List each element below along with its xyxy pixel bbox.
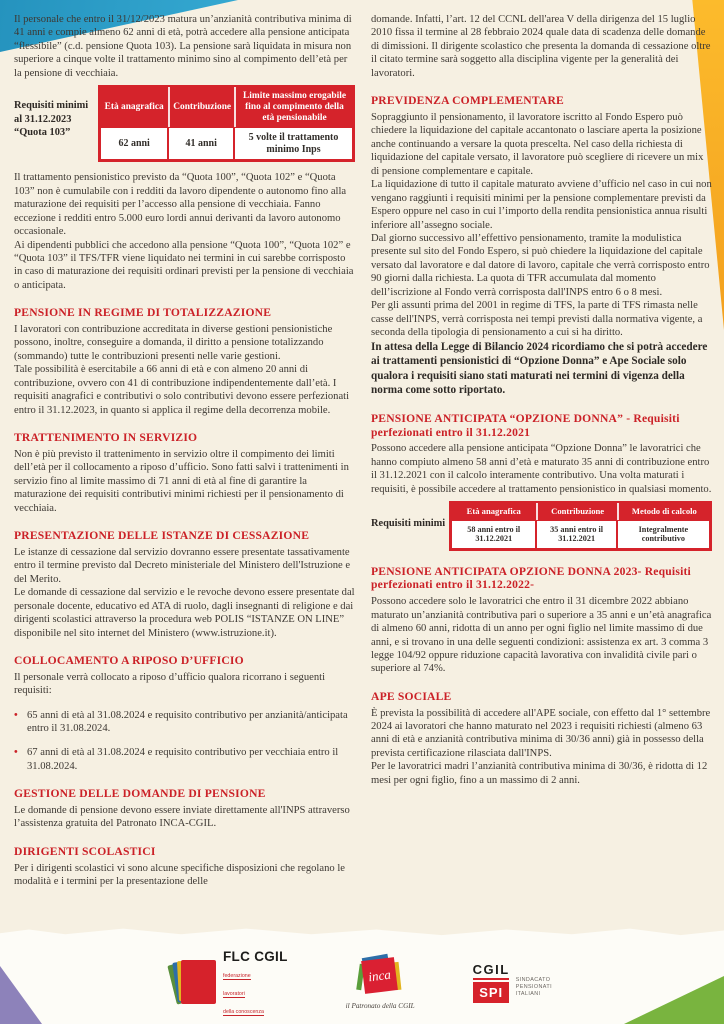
paragraph: Le domande di pensione devono essere inviate direttamente all'INPS attraverso l’assistenza gratuita del Patronato INCA-CGIL.: [14, 805, 350, 830]
section-heading-opzione-donna: PENSIONE ANTICIPATA “OPZIONE DONNA” - Requisiti perfezionati entro il 31.12.2021: [371, 411, 680, 439]
opzione-donna-table-label: Requisiti minimi: [371, 518, 446, 530]
section-heading-gestione-domande: GESTIONE DELLE DOMANDE DI PENSIONE: [14, 787, 266, 801]
spi-cgil-logo: [473, 963, 552, 1004]
paragraph: Le istanze di cessazione dal servizio dovranno essere presentate tassativamente entro il termine previsto dal Decreto ministeriale del Ministero dell'Istruzione e del Merito.: [14, 546, 351, 585]
section-heading-opzione-donna-2023: PENSIONE ANTICIPATA OPZIONE DONNA 2023- Requisiti perfezionati entro il 31.12.2022-: [371, 564, 691, 592]
paragraph: Possono accedere alla pensione anticipata “Opzione Donna” le lavoratrici che hanno compiuto almeno 58 anni d’età e maturato 35 anni di contribuzione entro il 31.12.2021 con il calcolo interamente contributivo. Una volta maturati i requisiti, è possibile accedere al trattamento pensionistico in qualsiasi momento.: [371, 443, 712, 495]
paragraph: Sopraggiunto il pensionamento, il lavoratore iscritto al Fondo Espero può chiedere la liquidazione del capitale accantonato o lasciare aperta la posizione anche continuando a versare la quota prescelta. Nel caso della richiesta di liquidazione del capitale versato, il lavoratore può scegliere di ricevere un mix di pensione complementare e capitale.: [371, 111, 704, 177]
paragraph: Tale possibilità è esercitabile a 66 anni di età e con almeno 20 anni di contribuzione, ovvero con 41 di contribuzione indipendentemente dall’età. I requisiti anagrafici e contributivi o solo contributivi devono essere perfezionati entro il 31.12.2023, in quanto si applica il regime della decorrenza mobile.: [14, 364, 350, 416]
paragraph: Possono accedere solo le lavoratrici che entro il 31 dicembre 2022 abbiano maturato un’anzianità contributiva pari o superiore a 35 anni e un’età anagrafica di almeno 60 anni, ridotta di un anno per ogni figlio nel limite massimo di due anni, e si trovano in una delle seguenti condizioni: assistenza ex art. 3 comma 3 legge 104/92 oppure riduzione capacità lavorativa con invalidità civile pari o superiore al 74%.: [371, 596, 712, 675]
bullet-item: [14, 709, 355, 736]
continuation-paragraph: domande. Infatti, l’art. 12 del CCNL dell'area V della dirigenza del 15 luglio 2010 fissa il termine al 28 febbraio 2024 quale data di scadenza delle domande di dimissioni. Il dirigente scolastico che presenta la domanda di cessazione oltre il citato termine sarà soggetto alla disciplina vigente per la generalità dei lavoratori.: [371, 14, 711, 79]
left-column: [14, 13, 355, 889]
intro-paragraph: Il personale che entro il 31/12/2023 matura un’anzianità contributiva minima di 41 anni e compie almeno 62 anni di età, potrà accedere alla pensione anticipata “flessibile” (c.d. pensione Quota 103). La pensione sarà liquidata in misura non superiore a cinque volte il trattamento minimo sino al compimento dell’età per la pensione di vecchiaia.: [14, 14, 352, 79]
table-cell: 5 volte il trattamento minimo Inps: [234, 127, 353, 160]
flc-subtitle-line: della conoscenza: [223, 1008, 264, 1015]
paragraph: Per le lavoratrici madri l’anzianità contributiva minima di 30/36, è ridotta di 12 mesi per ogni figlio, fino a un massimo di 2 anni.: [371, 761, 708, 786]
inca-logo: [346, 956, 415, 1010]
paragraph: Per i dirigenti scolastici vi sono alcune specifiche disposizioni che regolano le modalità e i termini per la presentazione delle: [14, 862, 345, 888]
section-heading-previdenza: PREVIDENZA COMPLEMENTARE: [371, 94, 564, 108]
table-cell: 41 anni: [168, 127, 234, 160]
flc-cgil-logo-name: FLC CGIL: [223, 948, 288, 964]
quota103-table-label: Requisiti minimi al 31.12.2023 “Quota 103”: [14, 100, 89, 139]
right-column: [371, 13, 712, 787]
spi-cgil-logo-icon: [473, 963, 510, 1004]
paragraph: Il trattamento pensionistico previsto da “Quota 100”, “Quota 102” e “Quota 103” non è cumulabile con i redditi da lavoro dipendente o autonomo fino alla maturazione dei requisiti per l’accesso alla pensione di vecchiaia. Fanno eccezione i redditi entro 5.000 euro lordi annui derivanti da lavoro autonomo occasionale.: [14, 172, 347, 238]
inca-logo-icon: [358, 956, 402, 998]
table-cell: Integralmente contributivo: [617, 520, 710, 549]
section-heading-trattenimento: TRATTENIMENTO IN SERVIZIO: [14, 431, 198, 445]
inca-logo-name: inca: [367, 966, 392, 984]
opzione-donna-table-header-row: [451, 503, 710, 520]
flc-subtitle-line: federazione: [223, 972, 251, 979]
bullet-text: 67 anni di età al 31.08.2024 e requisito contributivo per vecchiaia entro il 31.08.2024.: [27, 747, 339, 772]
paragraph: I lavoratori con contribuzione accreditata in diverse gestioni pensionistiche possono, inoltre, conseguire a domanda, il diritto a pensione totalizzando (sommando) tutte le contribuzioni presenti nelle varie gestioni.: [14, 324, 333, 362]
section-heading-totalizzazione: PENSIONE IN REGIME DI TOTALIZZAZIONE: [14, 306, 272, 320]
table-header-cell: Limite massimo erogabile fino al compimento della età pensionabile: [234, 87, 353, 127]
quota103-table-body-row: [100, 127, 353, 160]
table-header-cell: Contribuzione: [536, 503, 616, 520]
section-heading-collocamento: COLLOCAMENTO A RIPOSO D’UFFICIO: [14, 653, 244, 667]
spi-subtitle-line: SINDACATO: [515, 976, 551, 983]
bullet-marker: •: [14, 709, 18, 721]
paragraph: Il personale verrà collocato a riposo d’ufficio qualora ricorrano i seguenti requisiti:: [14, 671, 326, 697]
spi-box-wordmark: SPI: [473, 982, 509, 1003]
paragraph: Per gli assunti prima del 2001 in regime di TFS, la parte di TFS rimasta nelle casse dell'INPS, verrà corrisposta nei tempi previsti dalla normativa vigente, a seconda della tipologia di pensionamento a cui si ha diritto.: [371, 300, 703, 339]
bullet-text: 65 anni di età al 31.08.2024 e requisito contributivo per anzianità/anticipata entro il 31.08.2024.: [27, 709, 348, 734]
flc-cgil-logo: [172, 949, 288, 1018]
table-header-cell: Contribuzione: [168, 87, 234, 127]
bold-notice-paragraph: In attesa della Legge di Bilancio 2024 ricordiamo che si potrà accedere ai trattamenti pensionistici di “Opzione Donna” e Ape Sociale solo qualora i requisiti siano stati maturati nei termini di vigenza della norma come sotto riportato.: [371, 340, 708, 397]
quota103-table-block: [14, 85, 355, 162]
paragraph: Non è più previsto il trattenimento in servizio oltre il compimento dei limiti dell’età per il collocamento a riposo d’ufficio. Sono fatti salvi i trattenimenti in servizio fino al limite massimo di 71 anni di età al fine di garantire la maturazione dei requisiti contributivi minimi richiesti per il pensionamento di vecchiaia.: [14, 448, 349, 514]
table-header-cell: Età anagrafica: [466, 506, 521, 517]
footer-logos: [0, 945, 724, 1021]
opzione-donna-table-body-row: [451, 520, 710, 549]
paragraph: La liquidazione di tutto il capitale maturato avviene d’ufficio nel caso in cui non vengano raggiunti i requisiti minimi per la pensione complementare previsti da Espero oppure nel caso in cui l’importo della rendita pensionistica annua risulti inferiore all’assegno sociale.: [371, 179, 712, 231]
table-cell: 62 anni: [100, 127, 168, 160]
section-heading-dirigenti: DIRIGENTI SCOLASTICI: [14, 844, 156, 858]
table-cell: 35 anni entro il 31.12.2021: [536, 520, 616, 549]
inca-logo-caption: il Patronato della CGIL: [345, 1002, 415, 1010]
opzione-donna-table: [449, 501, 712, 551]
paragraph: Ai dipendenti pubblici che accedono alla pensione “Quota 100”, “Quota 102” e “Quota 103” il TFS/TFR viene liquidato nei termini in cui sarebbe corrisposto in caso di maturazione dei requisiti ordinari previsti per la pensione di vecchiaia o anticipata.: [14, 239, 354, 291]
bullet-item: [14, 746, 355, 773]
table-cell: 58 anni entro il 31.12.2021: [451, 520, 536, 549]
section-heading-ape-sociale: APE SOCIALE: [371, 689, 452, 703]
paragraph: Dal giorno successivo all’effettivo pensionamento, tramite la modulistica presente sul sito del Fondo Espero, si può chiedere la liquidazione del capitale versato dal lavoratore e dal datore di lavoro, capitale che verrà corrisposto entro 90 giorni dalla richiesta. La quota di TFR accumulata dal momento dell’iscrizione al Fondo verrà corrisposta dall'INPS entro 6 o 8 mesi.: [371, 233, 710, 298]
flc-cgil-logo-icon: [172, 960, 216, 1006]
bullet-marker: •: [14, 747, 18, 759]
table-header-cell: Metodo di calcolo: [617, 503, 710, 520]
quota103-table-header-row: [100, 87, 353, 127]
flc-subtitle-line: lavoratori: [223, 990, 245, 997]
quota103-table: [98, 85, 355, 162]
opzione-donna-table-block: [371, 501, 712, 551]
spi-subtitle-line: PENSIONATI: [515, 984, 552, 991]
spi-subtitle-line: ITALIANI: [515, 991, 541, 998]
section-heading-istanze: PRESENTAZIONE DELLE ISTANZE DI CESSAZIONE: [14, 529, 310, 543]
table-header-cell: Età anagrafica: [104, 102, 164, 112]
paragraph: È prevista la possibilità di accedere all'APE sociale, con effetto dal 1° settembre 2024 ai lavoratori che hanno maturato nel 2023 i requisiti richiesti (almeno 63 anni di età e anzianità contributiva minima di 30/36 anni) già in possesso della prevista certificazione rilasciata dall'INPS.: [371, 707, 711, 759]
spi-cgil-wordmark: CGIL: [472, 961, 510, 977]
paragraph: Le domande di cessazione dal servizio e le revoche devono essere presentate dal personale docente, educativo ed ATA di ruolo, dagli insegnanti di religione e dai dirigenti scolastici attraverso la procedura web POLIS “ISTANZE ON LINE” disponibile nel sito internet del Ministero (www.istruzione.it).: [14, 587, 355, 639]
